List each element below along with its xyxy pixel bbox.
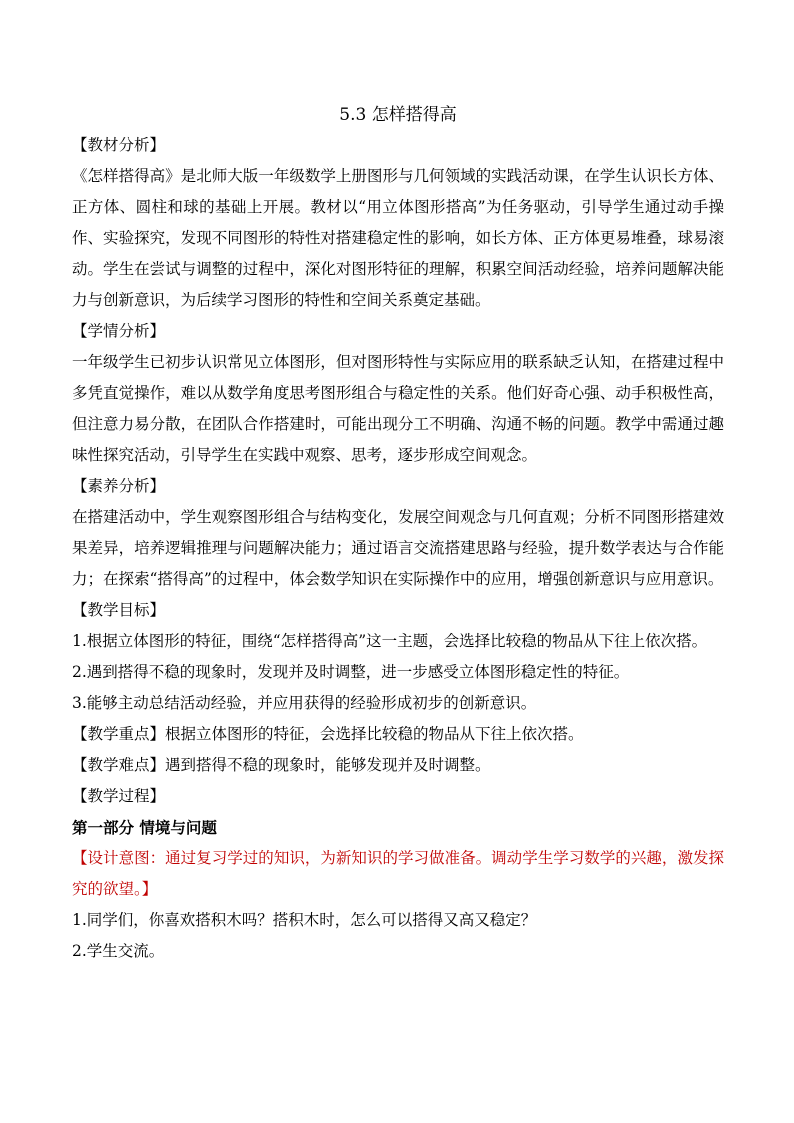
section-heading-key: 【教学重点】 <box>72 725 166 743</box>
section-heading-literacy: 【素养分析】 <box>72 477 166 495</box>
analysis-paragraph: 《怎样搭得高》是北师大版一年级数学上册图形与几何领域的实践活动课，在学生认识长方体、正方体、圆柱和球的基础上开展。教材以“用立体图形搭高”为任务驱动，引导学生通过动手操作、实验探究，发现不同图形的特性对搭建稳定性的影响，如长方体、正方体更易堆叠，球易滚动。学生在尝试与调整的过程中，深化对图形特征的理解，积累空间活动经验，培养问题解决能力与创新意识，为后续学习图形的特性和空间关系奠定基础。 <box>72 167 724 309</box>
literacy-paragraph: 在搭建活动中，学生观察图形组合与结构变化，发展空间观念与几何直观；分析不同图形搭建效果差异，培养逻辑推理与问题解决能力；通过语言交流搭建思路与经验，提升数学表达与合作能力；在探索“搭得高”的过程中，体会数学知识在实际操作中的应用，增强创新意识与应用意识。 <box>72 508 724 588</box>
difficult-point-text: 遇到搭得不稳的现象时，能够发现并及时调整。 <box>165 756 491 774</box>
part1-heading: 第一部分 情境与问题 <box>72 818 217 837</box>
step-item: 2.学生交流。 <box>72 942 165 960</box>
document-page <box>72 104 724 967</box>
step-item: 1.同学们，你喜欢搭积木吗？搭积木时，怎么可以搭得又高又稳定？ <box>72 911 537 929</box>
page-title: 5.3 怎样搭得高 <box>339 105 457 125</box>
section-heading-students: 【学情分析】 <box>72 322 166 340</box>
section-heading-goals: 【教学目标】 <box>72 601 166 619</box>
key-point-text: 根据立体图形的特征，会选择比较稳的物品从下往上依次搭。 <box>165 725 584 743</box>
goal-item: 1.根据立体图形的特征，围绕“怎样搭得高”这一主题，会选择比较稳的物品从下往上依次搭。 <box>72 632 708 650</box>
students-paragraph: 一年级学生已初步认识常见立体图形，但对图形特性与实际应用的联系缺乏认知，在搭建过程中多凭直觉操作，难以从数学角度思考图形组合与稳定性的关系。他们好奇心强、动手积极性高，但注意力易分散，在团队合作搭建时，可能出现分工不明确、沟通不畅的问题。教学中需通过趣味性探究活动，引导学生在实践中观察、思考，逐步形成空间观念。 <box>72 353 724 464</box>
goal-item: 3.能够主动总结活动经验，并应用获得的经验形成初步的创新意识。 <box>72 694 537 712</box>
section-heading-difficult: 【教学难点】 <box>72 756 166 774</box>
section-heading-analysis: 【教材分析】 <box>72 136 166 154</box>
goal-item: 2.遇到搭得不稳的现象时，发现并及时调整，进一步感受立体图形稳定性的特征。 <box>72 663 630 681</box>
key-point-line <box>72 719 724 750</box>
design-intent: 【设计意图：通过复习学过的知识，为新知识的学习做准备。调动学生学习数学的兴趣，激发探究的欲望。】 <box>72 849 724 898</box>
difficult-point-line <box>72 750 724 781</box>
section-heading-process: 【教学过程】 <box>72 787 166 805</box>
